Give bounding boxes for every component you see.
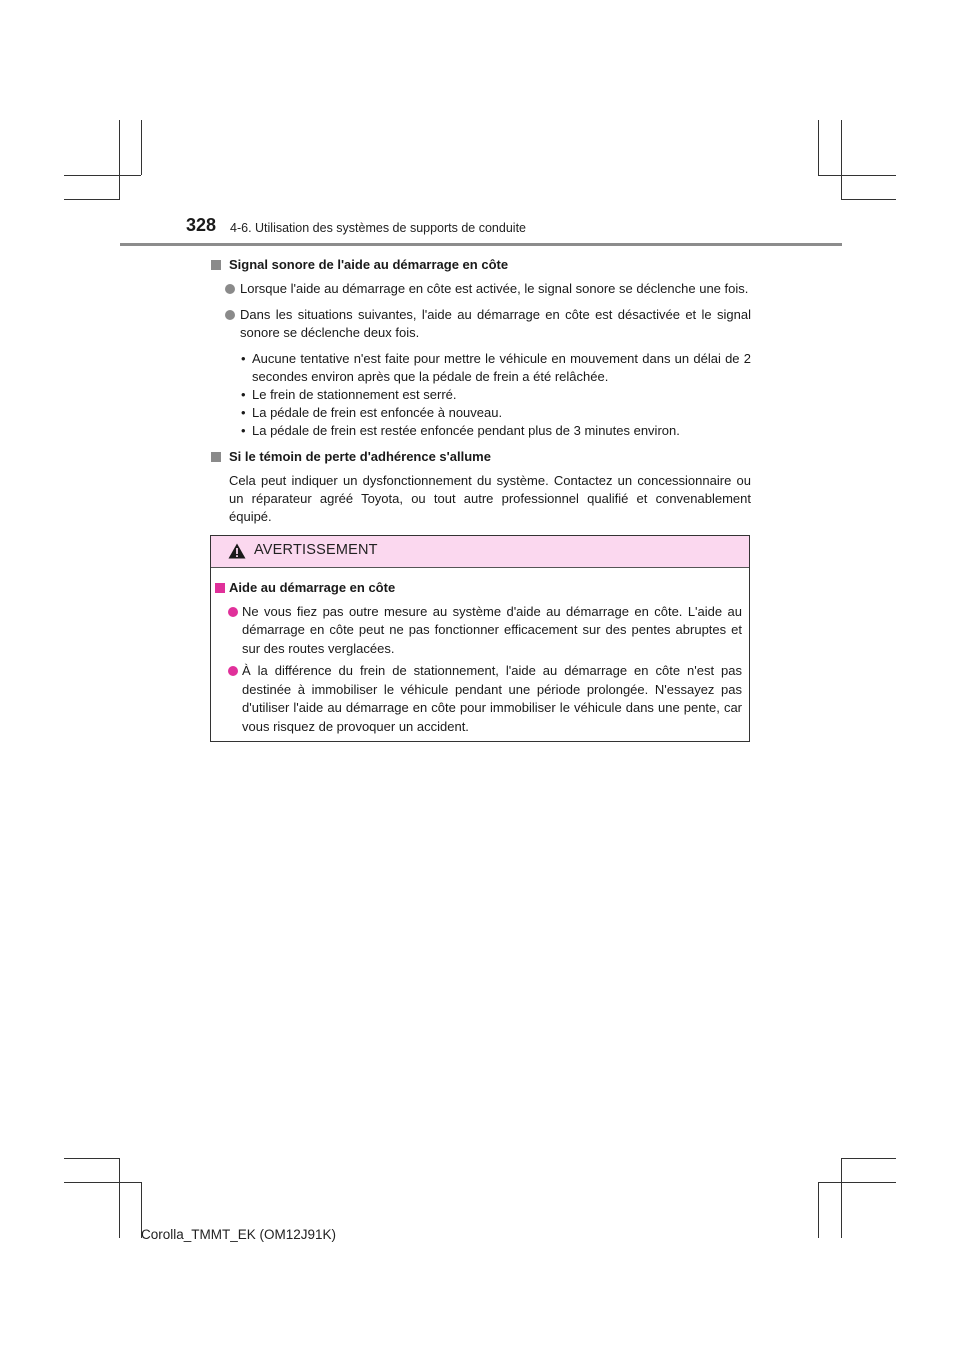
warning-triangle-icon (228, 543, 246, 559)
crop-mark (841, 1158, 896, 1159)
crop-mark (818, 1182, 819, 1238)
crop-mark (841, 199, 896, 200)
sub-list-item-text: Aucune tentative n'est faite pour mettre le véhicule en mouvement dans un délai de 2 secondes environ après que la pédale de frein a été relâchée. (252, 351, 751, 384)
section-heading (211, 448, 751, 466)
circle-bullet-icon (225, 284, 235, 294)
crop-mark (64, 1158, 119, 1159)
sub-bullet-mark: • (241, 423, 246, 438)
section-heading (211, 256, 751, 274)
list-item (215, 603, 742, 659)
sub-list-item (211, 386, 751, 404)
sub-list-item-text: La pédale de frein est enfoncée à nouveau. (252, 405, 503, 420)
crop-mark (841, 1158, 842, 1238)
chapter-title: 4-6. Utilisation des systèmes de supports de conduite (230, 221, 526, 235)
warning-heading-text: Aide au démarrage en côte (229, 580, 396, 595)
header-rule (120, 243, 842, 246)
warning-title: AVERTISSEMENT (254, 542, 378, 558)
warning-heading (215, 579, 742, 598)
crop-mark (818, 120, 819, 175)
crop-mark (119, 1158, 120, 1238)
warning-header (211, 536, 749, 568)
crop-mark (141, 120, 142, 175)
list-item-text: Dans les situations suivantes, l'aide au démarrage en côte est désactivée et le signal sonore se déclenche deux fois. (240, 307, 751, 340)
circle-bullet-icon (228, 666, 238, 676)
footer-text: Corolla_TMMT_EK (OM12J91K) (141, 1227, 337, 1242)
crop-mark (841, 120, 842, 200)
sub-list-item (211, 422, 751, 440)
section-heading-text: Signal sonore de l'aide au démarrage en côte (229, 257, 509, 272)
crop-mark (64, 1182, 141, 1183)
list-item-text: À la différence du frein de stationnement, l'aide au démarrage en côte n'est pas destinée à immobiliser le véhicule pendant une période prolongée. N'essayez pas d'utiliser l'aide au démarrage en côte pour immobiliser le véhicule dans une pente, car vous risquez de provoquer un accident. (242, 663, 742, 734)
warning-box (210, 535, 750, 742)
sub-list-item (211, 350, 751, 386)
crop-mark (818, 175, 896, 176)
square-bullet-icon (211, 260, 221, 270)
list-item (211, 306, 751, 342)
sub-bullet-mark: • (241, 351, 246, 366)
page-number: 328 (186, 215, 217, 235)
list-item (215, 662, 742, 736)
crop-mark (64, 175, 141, 176)
sub-bullet-mark: • (241, 405, 246, 420)
paragraph: Cela peut indiquer un dysfonctionnement du système. Contactez un concessionnaire ou un réparateur agréé Toyota, ou tout autre professionnel qualifié et convenablement équipé. (229, 473, 751, 524)
crop-mark (818, 1182, 896, 1183)
circle-bullet-icon (228, 607, 238, 617)
list-item-text: Ne vous fiez pas outre mesure au système d'aide au démarrage en côte. L'aide au démarrage en côte peut ne pas fonctionner efficacement sur des pentes abruptes et sur des routes verglacées. (242, 603, 742, 656)
warning-body (211, 568, 749, 736)
circle-bullet-icon (225, 310, 235, 320)
crop-mark (119, 120, 120, 200)
square-bullet-icon (215, 583, 225, 593)
list-item (211, 280, 751, 298)
sub-list-item-text: Le frein de stationnement est serré. (252, 387, 457, 402)
sub-bullet-mark: • (241, 387, 246, 402)
sub-list-item (211, 404, 751, 422)
main-content (211, 256, 751, 534)
sub-list (211, 350, 751, 440)
list-item-text: Lorsque l'aide au démarrage en côte est activée, le signal sonore se déclenche une fois. (240, 281, 749, 296)
square-bullet-icon (211, 452, 221, 462)
crop-mark (64, 199, 119, 200)
sub-list-item-text: La pédale de frein est restée enfoncée pendant plus de 3 minutes environ. (252, 423, 680, 438)
section-heading-text: Si le témoin de perte d'adhérence s'allume (229, 449, 491, 464)
